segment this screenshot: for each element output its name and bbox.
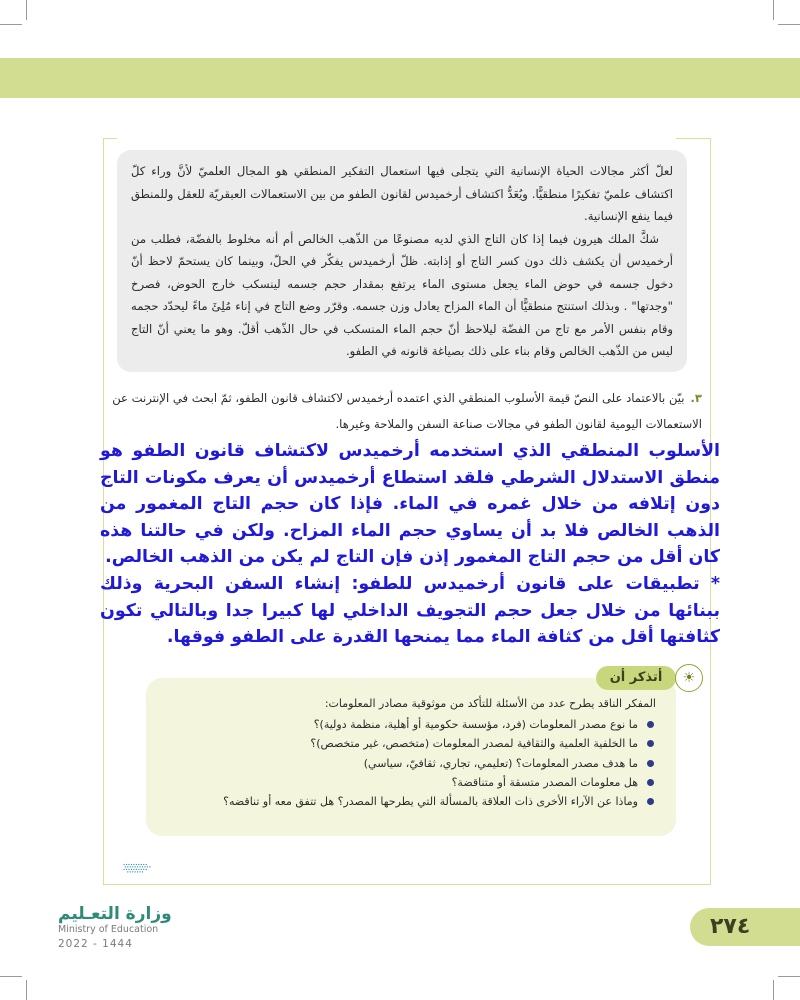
page-number: ٢٧٤ <box>690 908 800 946</box>
ministry-name-ar: وزارة التعـليم <box>58 904 172 924</box>
reading-passage <box>117 150 687 372</box>
answer-paragraph-2: * تطبيقات على قانون أرخميدس للطفو: إنشاء السفن البحرية وذلك ببنائها من خلال جعل حجم التجويف الداخلي لها كبيرا جدا وبالتالي تكون كثافتها أقل من كثافة الماء مما يمنحها القدرة على الطفو فوقها. <box>100 573 720 648</box>
handwritten-answer <box>100 438 720 651</box>
remember-intro: المفكر الناقد يطرح عدد من الأسئلة للتأكد من موثوقية مصادر المعلومات: <box>324 697 656 710</box>
crop-mark <box>773 0 774 20</box>
list-item: وماذا عن الآراء الأخرى ذات العلاقة بالمسألة التي يطرحها المصدر؟ هل تتفق معه أو تناقضه؟ <box>164 792 656 811</box>
header-band <box>0 58 800 98</box>
crop-mark <box>26 0 27 20</box>
crop-mark <box>778 24 800 25</box>
question-3 <box>110 385 702 437</box>
crop-mark <box>26 980 27 1000</box>
crop-mark <box>0 976 22 977</box>
list-item: هل معلومات المصدر متسقة أو متناقضة؟ <box>164 773 656 792</box>
remember-box <box>146 678 676 836</box>
lightbulb-icon: ☀ <box>675 664 703 692</box>
remember-list <box>164 715 656 811</box>
ministry-name-en: Ministry of Education <box>58 924 159 935</box>
crop-mark <box>778 976 800 977</box>
list-item: ما هدف مصدر المعلومات؟ (تعليمي، تجاري، ثقافيّ، سياسي) <box>164 754 656 773</box>
ministry-logo <box>58 862 208 902</box>
question-text: بيّن بالاعتماد على النصّ قيمة الأسلوب المنطقي الذي اعتمده أرخميدس لاكتشاف قانون الطفو، ثمّ ابحث في الإنترنت عن الاستعمالات اليومية لقانون الطفو في مجالات صناعة السفن والملاحة وغيرها. <box>112 391 702 431</box>
crop-mark <box>773 980 774 1000</box>
passage-paragraph-2: شكَّ الملك هيرون فيما إذا كان التاج الذي لديه مصنوعًا من الذّهب الخالص أم أنه مخلوط بالفضّة، فطلب من أرخميدس أن يكشف ذلك دون كسر التاج أو إذابته. ظلّ أرخميدس يفكّر في الحلّ، وبينما كان يستحمّ لاحظ أنّ دخول جسمه في حوض الماء يجعل مستوى الماء يرتفع بمقدار حجم جسمه لينسكب خارج الحوض، فصرخ "وجدتها" . وبذلك استنتج منطقيًّا أن الماء المزاح يعادل وزن جسمه. وقرّر وضع التاج في إناء مُلِئَ ماءً ليحدّد حجمه وقام بنفس الأمر مع تاج من الفضّة ليلاحظ أنّ حجم الماء المنسكب في حال الذّهب أقلّ. وهو ما يعني أنّ التاج ليس من الذّهب الخالص وقام بناء على ذلك بصياغة قانونه في الطفو. <box>131 231 673 358</box>
frame-edge <box>676 138 710 139</box>
question-number: ٣. <box>690 391 702 405</box>
remember-tag: أتذكر أن <box>596 666 676 690</box>
crop-mark <box>0 24 22 25</box>
passage-paragraph-1: لعلّ أكثر مجالات الحياة الإنسانية التي يتجلى فيها استعمال التفكير المنطقي هو المجال العلميّ لأنَّ وراء كلّ اكتشاف علميّ تفكيرًا منطقيًّا. ويُعَدُّ اكتشاف أرخميدس لقانون الطفو من بين الاستعمالات العبقريّة للعقل وللمنطق فيما ينفع الإنسانية. <box>131 164 673 223</box>
answer-paragraph-1: الأسلوب المنطقي الذي استخدمه أرخميدس لاكتشاف قانون الطفو هو منطق الاستدلال الشرطي فلقد استطاع أرخميدس أن يعرف مكونات التاج دون إتلافه من خلال غمره في الماء. فإذا كان حجم التاج المغمور من الذهب الخالص فلا بد أن يساوي حجم الماء المزاح. ولكن في حالتنا هذه كان أقل من حجم التاج المغمور إذن فإن التاج لم يكن من الذهب الخالص. <box>100 441 720 568</box>
list-item: ما نوع مصدر المعلومات (فرد، مؤسسة حكومية أو أهلية، منظمة دولية)؟ <box>164 715 656 734</box>
edition-year: 2022 - 1444 <box>58 938 133 950</box>
list-item: ما الخلفية العلمية والثقافية لمصدر المعلومات (متخصص، غير متخصص)؟ <box>164 734 656 753</box>
frame-edge <box>103 138 117 139</box>
